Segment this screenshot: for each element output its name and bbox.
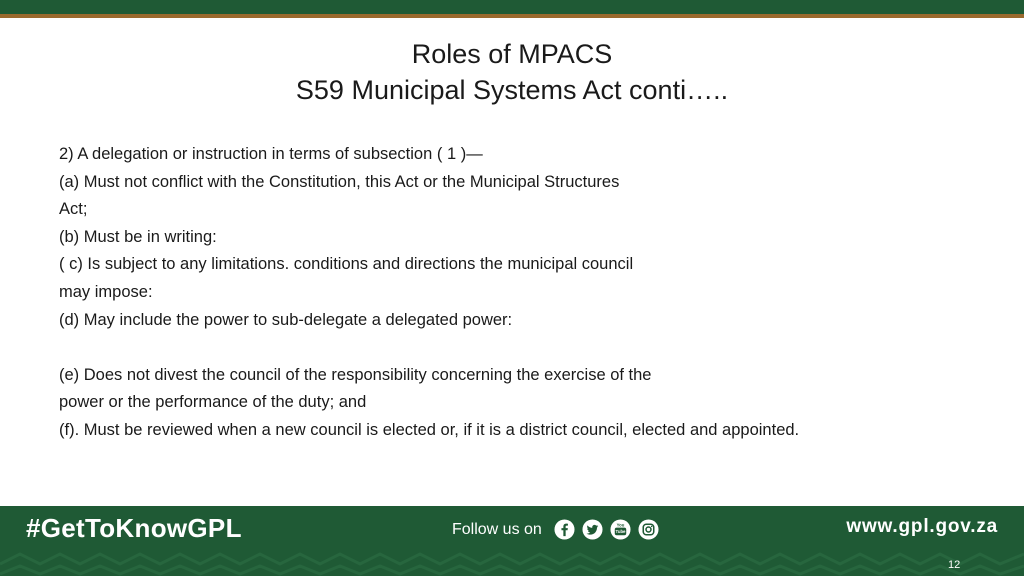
- title-line-1: Roles of MPACS: [411, 39, 613, 69]
- body-line: Act;: [59, 200, 88, 219]
- follow-us: [452, 519, 659, 540]
- body-line: (d) May include the power to sub-delegate a delegated power:: [59, 310, 513, 329]
- body-line: (b) Must be in writing:: [59, 227, 217, 246]
- body-line: (a) Must not conflict with the Constitution, this Act or the Municipal Structures: [59, 172, 620, 191]
- page-number: 12: [948, 559, 961, 571]
- website-link[interactable]: www.gpl.gov.za: [846, 516, 998, 537]
- body-line: power or the performance of the duty; and: [59, 393, 367, 412]
- svg-text:You: You: [616, 522, 625, 528]
- youtube-icon[interactable]: [610, 519, 631, 540]
- body-line: 2) A delegation or instruction in terms of subsection ( 1 )—: [59, 145, 483, 163]
- svg-text:Tube: Tube: [615, 529, 626, 535]
- slide-title: [0, 36, 1024, 108]
- body-line: (e) Does not divest the council of the responsibility concerning the exercise of the: [59, 365, 652, 384]
- body-spacer: [59, 334, 959, 362]
- facebook-icon[interactable]: [554, 519, 575, 540]
- social-links: [554, 519, 659, 540]
- twitter-icon[interactable]: [582, 519, 603, 540]
- body-line: (f). Must be reviewed when a new council is elected or, if it is a district council, elected and appointed.: [59, 420, 800, 439]
- top-green-bar: [0, 0, 1024, 14]
- instagram-icon[interactable]: [638, 519, 659, 540]
- body-line: may impose:: [59, 282, 153, 301]
- body-line: ( c) Is subject to any limitations. conditions and directions the municipal council: [59, 255, 634, 274]
- slide-body: [59, 141, 959, 445]
- footer-banner: [0, 506, 1024, 576]
- title-line-2: S59 Municipal Systems Act conti…..: [295, 75, 729, 105]
- follow-label: Follow us on: [452, 520, 542, 538]
- hashtag-text: #GetToKnowGPL: [26, 513, 242, 543]
- top-gold-stripe: [0, 14, 1024, 18]
